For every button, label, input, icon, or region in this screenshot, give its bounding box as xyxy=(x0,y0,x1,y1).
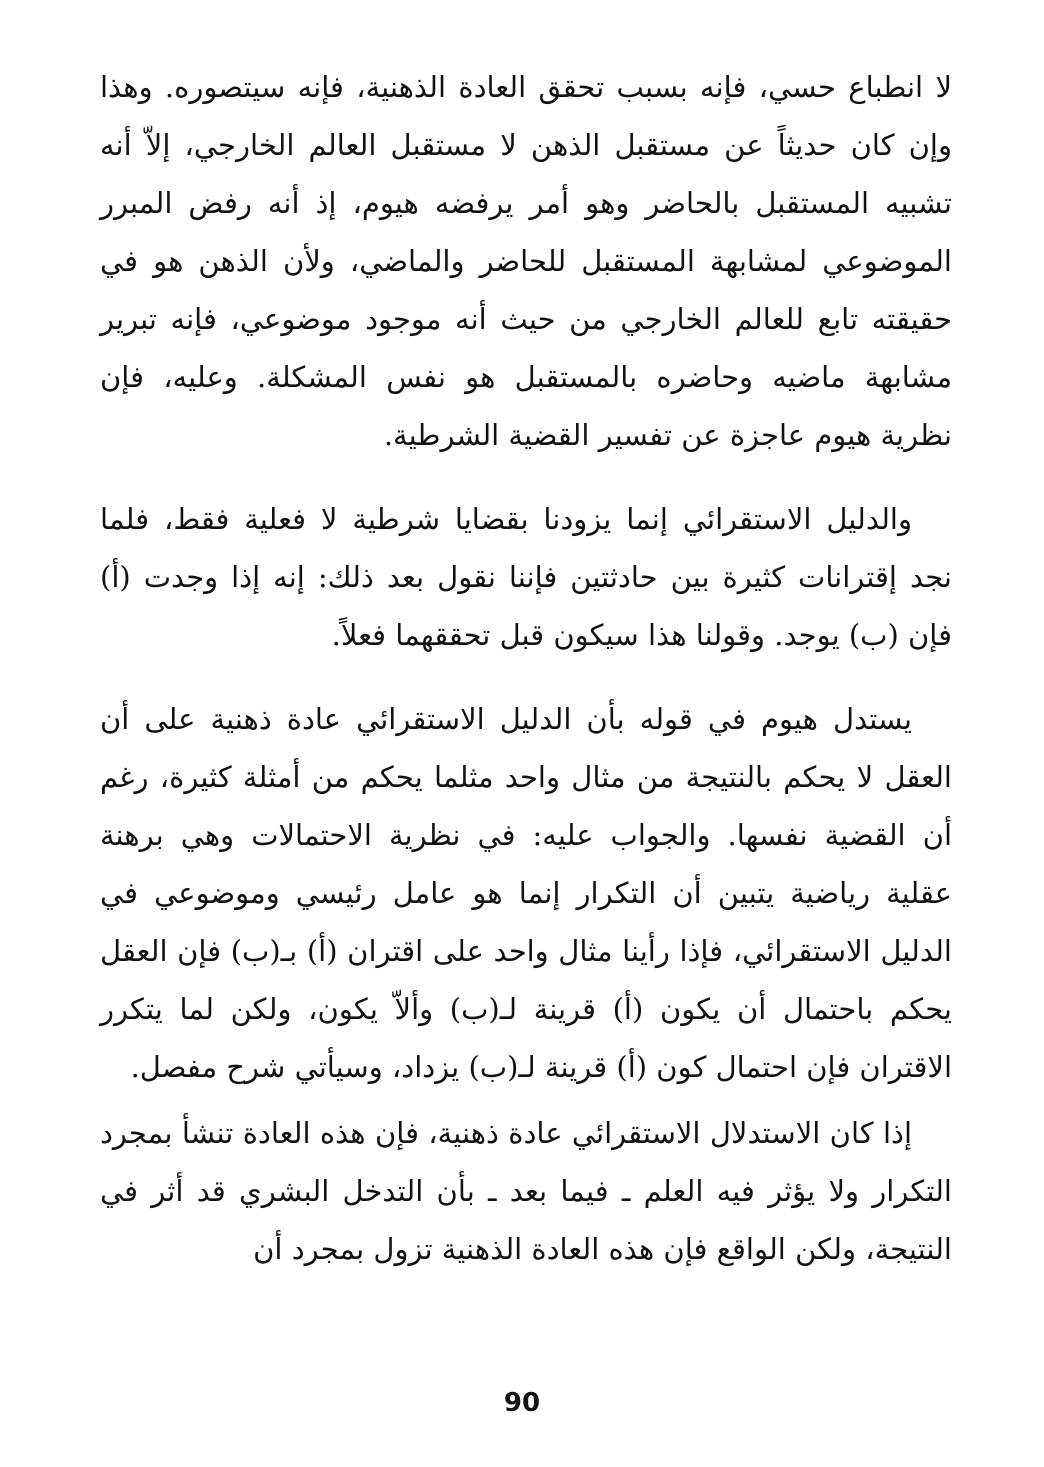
paragraph-4: إذا كان الاستدلال الاستقرائي عادة ذهنية، فإن هذه العادة تنشأ بمجرد التكرار ولا يؤثر فيه العلم ـ فيما بعد ـ بأن التدخل البشري قد أثر في النتيجة، ولكن الواقع فإن هذه العادة الذهنية تزول بمجرد أن xyxy=(100,1116,952,1266)
paragraph-3: يستدل هيوم في قوله بأن الدليل الاستقرائي عادة ذهنية على أن العقل لا يحكم بالنتيجة من مثال واحد مثلما يحكم من أمثلة كثيرة، رغم أن القضية نفسها. والجواب عليه: في نظرية الاحتمالات وهي برهنة عقلية رياضية يتبين أن التكرار إنما هو عامل رئيسي وموضوعي في الدليل الاستقرائي، فإذا رأينا مثال واحد على اقتران (أ) بـ(ب) فإن العقل يحكم باحتمال أن يكون (أ) قرينة لـ(ب) وألاّ يكون، ولكن لما يتكرر الاقتران فإن احتمال كون (أ) قرينة لـ(ب) يزداد، وسيأتي شرح مفصل. xyxy=(100,702,952,1084)
paragraph-1: لا انطباع حسي، فإنه بسبب تحقق العادة الذهنية، فإنه سيتصوره. وهذا وإن كان حديثاً عن مستقبل الذهن لا مستقبل العالم الخارجي، إلاّ أنه تشبيه المستقبل بالحاضر وهو أمر يرفضه هيوم، إذ أنه رفض المبرر الموضوعي لمشابهة المستقبل للحاضر والماضي، ولأن الذهن هو في حقيقته تابع للعالم الخارجي من حيث أنه موجود موضوعي، فإنه تبرير مشابهة ماضيه وحاضره بالمستقبل هو نفس المشكلة. وعليه، فإن نظرية هيوم عاجزة عن تفسير القضية الشرطية. xyxy=(100,70,952,452)
page-number: 90 xyxy=(503,1388,541,1418)
paragraph-2: والدليل الاستقرائي إنما يزودنا بقضايا شرطية لا فعلية فقط، فلما نجد إقترانات كثيرة بين حادثتين فإننا نقول بعد ذلك: إنه إذا وجدت (أ) فإن (ب) يوجد. وقولنا هذا سيكون قبل تحققهما فعلاً. xyxy=(100,502,952,652)
page-body xyxy=(100,58,952,1278)
